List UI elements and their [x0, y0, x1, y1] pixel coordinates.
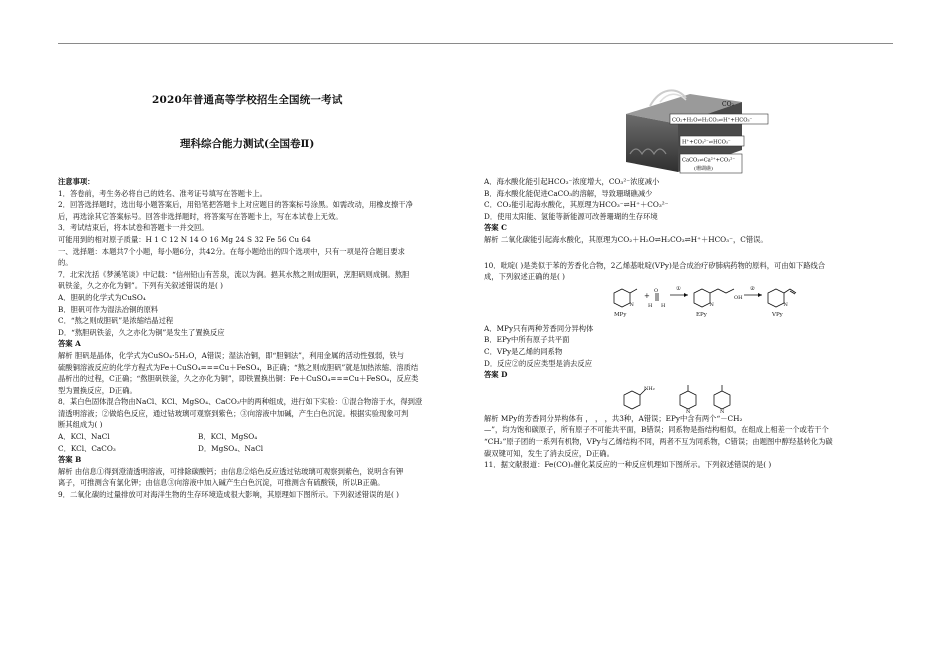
- epy-structure: [694, 289, 743, 308]
- left-column-line: 注意事项：: [58, 177, 95, 186]
- step-1-label: ①: [676, 285, 681, 292]
- left-column-line: 3．考试结束后，将本试卷和答题卡一并交回。: [58, 223, 209, 233]
- aldehyde-h1: H: [648, 302, 653, 309]
- left-column-line: 矾铁釜，久之亦化为铜”。下列有关叙述错误的是( ): [58, 281, 223, 291]
- left-column-line: 答案 A: [58, 339, 81, 349]
- ocean-acidification-figure: [620, 84, 772, 176]
- left-column-line: 7．北宋沈括《梦溪笔谈》中记载：“信州铅山有苦泉，流以为涧。挹其水熬之则成胆矾，烹胆矾则成铜。熬胆: [58, 269, 410, 279]
- right-column-line: D．使用太阳能、氢能等新能源可改善珊瑚的生存环境: [484, 211, 658, 221]
- q8-option-d: D．MgSO₄、NaCl: [198, 443, 264, 453]
- left-column-line: 可能用到的相对原子质量：H 1 C 12 N 14 O 16 Mg 24 S 32 Fe 56 Cu 64: [58, 234, 311, 244]
- left-column-line: 解析 胆矾是晶体，化学式为CuSO₄·5H₂O，A错误；湿法冶铜，即“胆铜法”，利用金属的活动性强弱，铁与: [58, 350, 405, 360]
- right-column-line: 解析 二氧化碳能引起海水酸化，其原理为CO₂＋H₂O⇌H₂CO₃⇌H⁺＋HCO₃⁻，C错误。: [484, 234, 768, 244]
- right-column-tail-line: A．MPy只有两种芳香同分异构体: [484, 323, 594, 333]
- right-column-line: C．CO₂能引起海水酸化，其原理为HCO₃⁻⇌H⁺＋CO₃²⁻: [484, 200, 669, 210]
- aldehyde-o: O: [654, 287, 659, 294]
- left-column-line: B．胆矾可作为湿法冶铜的原料: [58, 304, 159, 314]
- left-column-line: 型为置换反应，D正确。: [58, 385, 137, 395]
- q8-option-a: A．KCl、NaCl: [58, 432, 110, 442]
- left-column-line: 的。: [58, 258, 73, 268]
- q8-option-b: B．KCl、MgSO₄: [198, 432, 258, 442]
- right-column-tail-line: C．VPy是乙烯的同系物: [484, 346, 563, 356]
- eq2-text: H⁺+CO₃²⁻⇌HCO₃⁻: [682, 139, 731, 146]
- isomer-structures: [484, 381, 894, 413]
- co2-label: CO₂: [722, 101, 734, 108]
- isomer-1-n: N: [686, 408, 691, 413]
- left-column-tail-line: 解析 由信息①得到澄清透明溶液，可排除碳酸钙；由信息②焰色反应透过钴玻璃可观察到紫色，说明含有钾: [58, 466, 404, 476]
- mpy-n: N: [629, 301, 634, 308]
- aniline-like-structure: [624, 386, 655, 409]
- vpy-label: VPy: [772, 311, 783, 318]
- step-2-label: ②: [750, 285, 755, 292]
- aldehyde-h2: H: [661, 302, 666, 309]
- right-column-line: A．海水酸化能引起HCO₃⁻浓度增大，CO₃²⁻浓度减小: [484, 177, 660, 186]
- left-column-tail-line: 答案 B: [58, 455, 82, 465]
- left-column-line: 断其组成为( ): [58, 420, 103, 430]
- left-column-line: C．“熬之则成胆矾”是浓缩结晶过程: [58, 316, 174, 326]
- epy-label: EPy: [696, 311, 707, 318]
- reef-label: (珊瑚礁): [694, 166, 713, 172]
- isomer-2-n: N: [720, 408, 725, 413]
- formaldehyde-structure: [648, 288, 666, 309]
- eq1-text: CO₂+H₂O⇌H₂CO₃⇌H⁺+HCO₃⁻: [672, 117, 753, 124]
- left-column-line: 一、选择题：本题共7个小题，每小题6分，共42分。在每小题给出的四个选项中，只有一项是符合题目要求: [58, 246, 405, 256]
- q10-intro-line-1: 10．吡啶( )是类似于苯的芳香化合物，2乙烯基吡啶(VPy)是合成治疗矽肺病药物的原料，可由如下路线合: [484, 260, 826, 270]
- plus-sign: +: [644, 291, 650, 300]
- mpy-label: MPy: [614, 311, 627, 318]
- vpy-n: N: [783, 301, 788, 308]
- vpy-structure: [768, 289, 796, 308]
- q10-reaction-scheme: [484, 283, 894, 323]
- left-column-line: 8．某白色固体混合物由NaCl、KCl、MgSO₄、CaCO₃中的两种组成，进行如下实验：①混合物溶于水，得到澄: [58, 397, 423, 407]
- methylpyridine-isomer-2: [714, 385, 730, 413]
- q10-analysis-line: 碳双键可知，发生了消去反应，D正确。: [484, 448, 614, 458]
- left-column-line: 晶析出的过程，C正确；“熬胆矾铁釜，久之亦化为铜”，即铁置换出铜：Fe＋CuSO₄===Cu＋FeSO₄，反应类: [58, 374, 419, 384]
- left-column-line: 硫酸铜溶液反应的化学方程式为Fe＋CuSO₄===Cu＋FeSO₄，B正确；“熬之则成胆矾”就是加热浓缩、溶质结: [58, 362, 419, 372]
- right-column-line: B．海水酸化能促进CaCO₃的溶解，导致珊瑚礁减少: [484, 188, 653, 198]
- right-column-tail-line: B．EPy中所有原子共平面: [484, 335, 570, 345]
- left-column-line: A．胆矾的化学式为CuSO₄: [58, 292, 146, 302]
- mpy-structure: [614, 289, 637, 308]
- q8-options-row-1: [58, 431, 468, 443]
- q10-intro-line-2: 成，下列叙述正确的是( ): [484, 272, 565, 282]
- epy-n: N: [709, 301, 714, 308]
- q10-analysis-line: 解析 MPy的芳香同分异构体有 ， ， ，共3种，A错误；EPy中含有两个“－CH₂: [484, 413, 743, 423]
- epy-oh: OH: [734, 294, 743, 301]
- exam-subtitle: 理科综合能力测试(全国卷Ⅱ): [180, 138, 315, 150]
- right-column-tail-line: D．反应②的反应类型是消去反应: [484, 358, 593, 368]
- q10-analysis-line: —”，均为饱和碳原子，所有原子不可能共平面，B错误；同系物是指结构相似，在组成上相差一个或若干个: [484, 425, 829, 435]
- q8-options-row-2: [58, 443, 468, 455]
- nh2-label: NH₂: [644, 385, 655, 392]
- right-column-tail-line: 答案 D: [484, 370, 508, 380]
- left-column-tail-line: 离子，可推测含有氯化钾；由信息③向溶液中加入碱产生白色沉淀，可推测含有硫酸镁，所以B正确。: [58, 478, 385, 488]
- q8-option-c: C．KCl、CaCO₃: [58, 443, 116, 453]
- left-column-line: D．“熬胆矾铁釜，久之亦化为铜”是发生了置换反应: [58, 327, 225, 337]
- q10-analysis-line: “CH₂”原子团的一系列有机物，VPy与乙烯结构不同，两者不互为同系物，C错误；由题图中醇羟基转化为碳: [484, 436, 833, 446]
- exam-title: 2020年普通高等学校招生全国统一考试: [152, 94, 343, 106]
- methylpyridine-isomer-1: [680, 385, 696, 413]
- left-column-line: 清透明溶液；②做焰色反应，通过钴玻璃可观察到紫色；③向溶液中加碱，产生白色沉淀。根据实验现象可判: [58, 408, 409, 418]
- left-column: [58, 176, 468, 501]
- left-column-line: 2．回答选择题时，选出每小题答案后，用铅笔把答题卡上对应题目的答案标号涂黑。如需改动，用橡皮擦干净: [58, 200, 413, 210]
- left-column-line: 后，再选涂其它答案标号。回答非选择题时，将答案写在答题卡上，写在本试卷上无效。: [58, 211, 343, 221]
- left-column-line: 1．答卷前，考生务必将自己的姓名、准考证号填写在答题卡上。: [58, 188, 267, 198]
- top-rule: [58, 43, 893, 44]
- left-column-tail-line: 9．二氧化碳的过量排放可对海洋生物的生存环境造成很大影响，其原理如下图所示。下列叙述错误的是( ): [58, 490, 400, 500]
- right-column: [484, 176, 894, 471]
- eq3-text: CaCO₃⇌Ca²⁺+CO₃²⁻: [682, 157, 736, 164]
- right-column-line: 答案 C: [484, 223, 507, 233]
- q10-analysis-line: 11．据文献报道：Fe(CO)₅催化某反应的一种反应机理如下图所示。下列叙述错误的是( ): [484, 460, 772, 470]
